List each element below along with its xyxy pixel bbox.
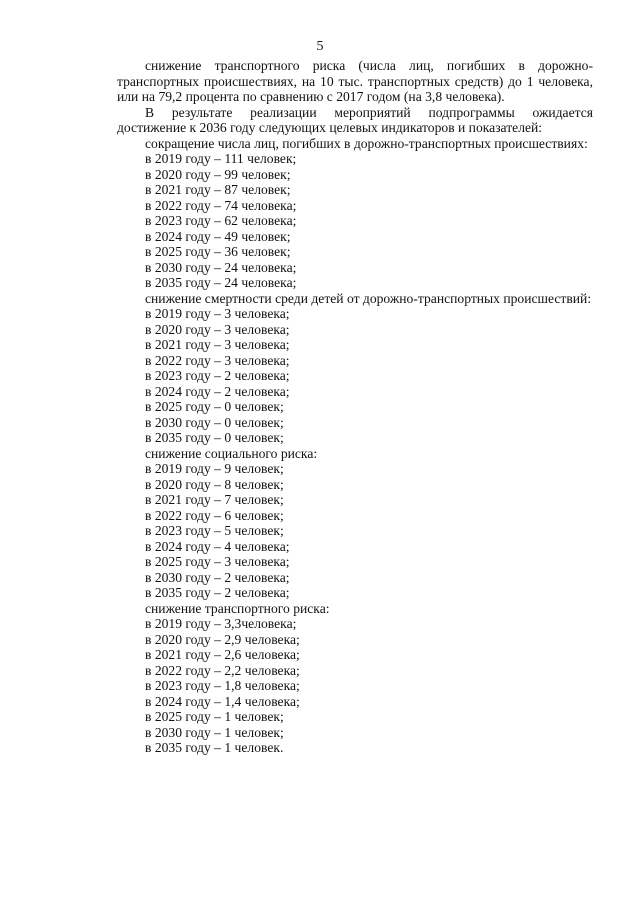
list-item: в 2024 году – 2 человека; xyxy=(145,383,290,399)
list-item: в 2023 году – 5 человек; xyxy=(145,523,284,538)
list-item: в 2022 году – 2,2 человека; xyxy=(145,662,300,678)
list-item: в 2023 году – 2 человека; xyxy=(145,368,290,383)
list-item: в 2019 году – 3 человека; xyxy=(145,306,290,321)
list-item: в 2022 году – 6 человек; xyxy=(145,507,284,523)
list-item: в 2025 году – 1 человек; xyxy=(145,709,284,724)
section-heading: снижение транспортного риска: xyxy=(145,600,330,616)
intro-paragraph: В результате реализации мероприятий подпрограммы ожидается достижение к 2036 году следующих целевых индикаторов и показателей: xyxy=(117,104,593,135)
list-item: в 2024 году – 1,4 человека; xyxy=(145,693,300,709)
indicator-list xyxy=(117,151,593,291)
list-item: в 2020 году – 2,9 человека; xyxy=(145,631,300,647)
list-item: в 2023 году – 62 человека; xyxy=(145,213,297,228)
list-item: в 2022 году – 3 человека; xyxy=(145,352,290,368)
list-item: в 2019 году – 3,3человека; xyxy=(145,616,297,631)
list-item: в 2020 году – 99 человек; xyxy=(145,166,291,182)
list-item: в 2019 году – 9 человек; xyxy=(145,461,284,476)
page-number: 5 xyxy=(316,39,324,54)
indicator-list xyxy=(117,306,593,446)
list-item: в 2020 году – 3 человека; xyxy=(145,321,290,337)
list-item: в 2021 году – 87 человек; xyxy=(145,182,291,197)
indicator-section-child-mortality xyxy=(117,291,593,446)
section-heading: снижение социального риска: xyxy=(145,445,318,461)
indicator-section-road-deaths xyxy=(117,136,593,291)
list-item: в 2021 году – 2,6 человека; xyxy=(145,647,300,662)
document-body xyxy=(117,58,593,756)
list-item: в 2025 году – 3 человека; xyxy=(145,554,290,569)
list-item: в 2024 году – 49 человек; xyxy=(145,228,291,244)
list-item: в 2023 году – 1,8 человека; xyxy=(145,678,300,693)
list-item: в 2024 году – 4 человека; xyxy=(145,538,290,554)
list-item: в 2035 году – 0 человек; xyxy=(145,430,284,445)
list-item: в 2030 году – 1 человек; xyxy=(145,724,284,740)
list-item: в 2035 году – 1 человек. xyxy=(145,740,284,755)
list-item: в 2035 году – 2 человека; xyxy=(145,585,290,600)
intro-continuation-paragraph: снижение транспортного риска (числа лиц, погибших в дорожно-транспортных происшествиях, на 10 тыс. транспортных средств) до 1 человека, или на 79,2 процента по сравнению с 2017 годом (на 3,8 человека). xyxy=(117,58,593,104)
indicator-section-social-risk xyxy=(117,446,593,601)
list-item: в 2030 году – 0 человек; xyxy=(145,414,284,430)
list-item: в 2022 году – 74 человека; xyxy=(145,197,297,213)
list-item: в 2030 году – 2 человека; xyxy=(145,569,290,585)
list-item: в 2021 году – 7 человек; xyxy=(145,492,284,507)
list-item: в 2030 году – 24 человека; xyxy=(145,259,297,275)
list-item: в 2020 году – 8 человек; xyxy=(145,476,284,492)
section-heading: сокращение числа лиц, погибших в дорожно-транспортных происшествиях: xyxy=(145,135,588,151)
indicator-section-transport-risk xyxy=(117,601,593,756)
section-heading: снижение смертности среди детей от дорожно-транспортных происшествий: xyxy=(145,290,592,306)
list-item: в 2025 году – 36 человек; xyxy=(145,244,291,259)
list-item: в 2021 году – 3 человека; xyxy=(145,337,290,352)
list-item: в 2035 году – 24 человека; xyxy=(145,275,297,290)
list-item: в 2025 году – 0 человек; xyxy=(145,399,284,414)
list-item: в 2019 году – 111 человек; xyxy=(145,151,297,166)
indicator-list xyxy=(117,616,593,756)
indicator-list xyxy=(117,461,593,601)
